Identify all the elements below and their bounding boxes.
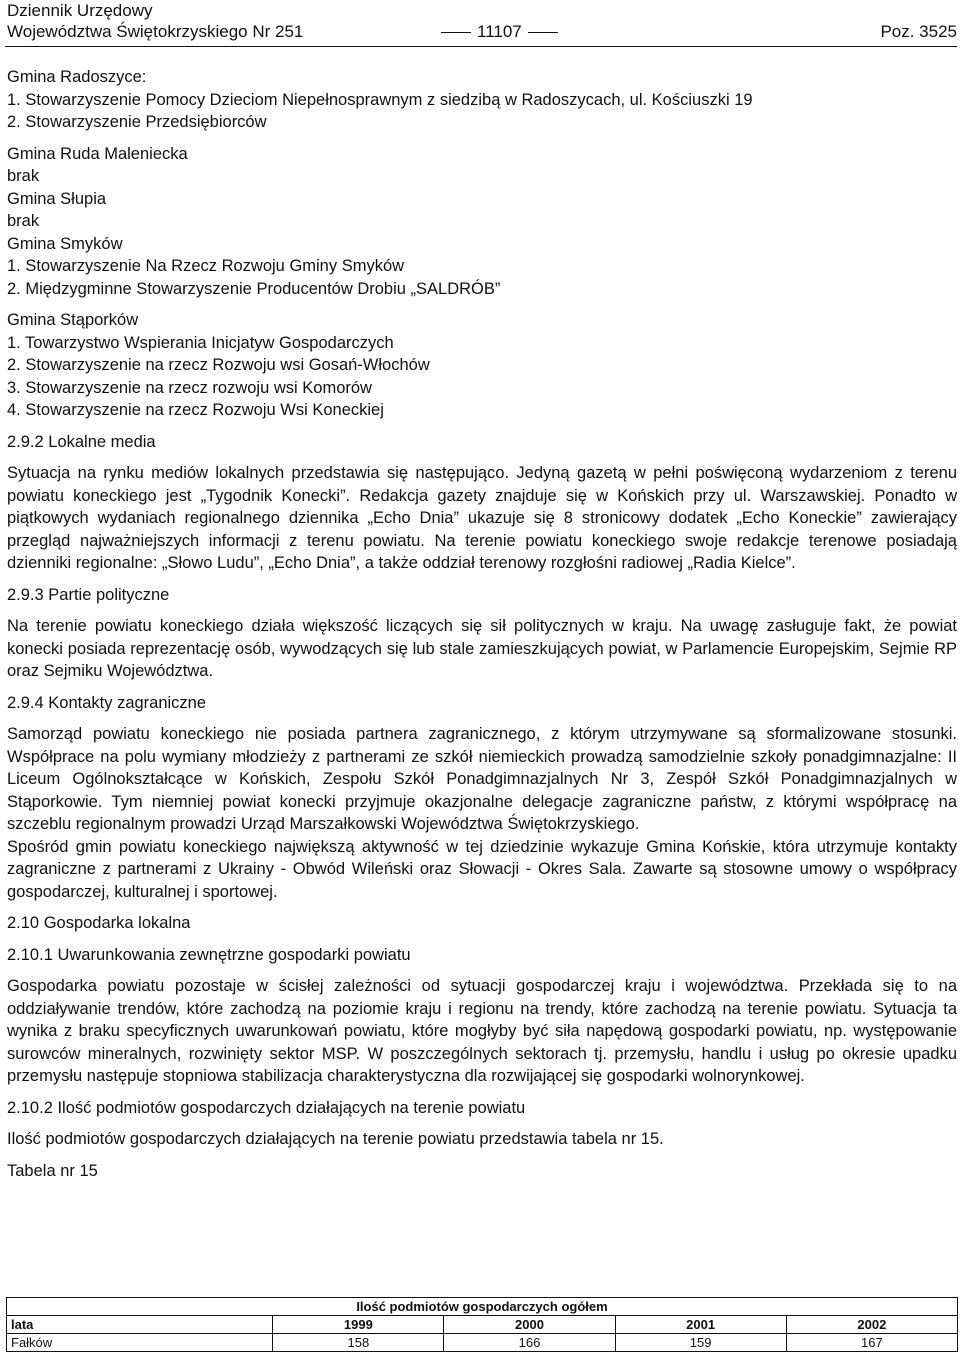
- section-heading-foreign: 2.9.4 Kontakty zagraniczne: [7, 693, 207, 712]
- header-rule: [5, 46, 957, 47]
- gmina-ruda-title: Gmina Ruda Maleniecka: [7, 144, 188, 163]
- gmina-slupia-title: Gmina Słupia: [7, 189, 107, 208]
- section-subheading-economy: 2.10.1 Uwarunkowania zewnętrzne gospodarki powiatu: [7, 945, 411, 964]
- column-header: 1999: [273, 1316, 444, 1334]
- gmina-slupia-value: brak: [7, 212, 40, 230]
- paragraph-media: Sytuacja na rynku mediów lokalnych przedstawia się następująco. Jedyną gazetą w pełni poświęconą wydarzeniom z terenu powiatu koneckiego jest „Tygodnik Konecki”. Redakcja gazety znajduje się w Końskich przy ul. Warszawskiej. Ponadto w piątkowych wydaniach regionalnego dziennika „Echo Dnia” ukazuje się 8 stronicowy dodatek „Echo Koneckie” zawierający przegląd najważniejszych informacji z terenu powiatu. Na terenie powiatu koneckiego swoje redakcje terenowe posiadają dzienniki regionalne: „Słowo Ludu”, „Echo Dnia”, a także oddział terenowy rozgłośni radiowej „Radia Kielce”.: [7, 464, 957, 572]
- position-number: Poz. 3525: [880, 22, 957, 41]
- table-cell: Fałków: [7, 1334, 273, 1352]
- gmina-staporkow-title: Gmina Stąporków: [7, 311, 139, 329]
- table-cell: 159: [615, 1334, 786, 1352]
- list-item: 2. Stowarzyszenie Przedsiębiorców: [7, 113, 267, 131]
- paragraph-foreign-2: Spośród gmin powiatu koneckiego największą aktywność w tej dziedzinie wykazuje Gmina Końskie, która utrzymuje kontakty zagraniczne z partnerami z Ukrainy - Obwód Wileński oraz Słowacji - Okres Sala. Zawarte są stosowne umowy o współpracy gospodarczej, kulturalnej i sportowej.: [7, 837, 957, 901]
- table-label: Tabela nr 15: [7, 1161, 98, 1180]
- list-item: 1. Stowarzyszenie Pomocy Dzieciom Niepełnosprawnym z siedzibą w Radoszycach, ul. Kościuszki 19: [7, 90, 753, 109]
- page-header: [7, 0, 957, 42]
- gmina-ruda-value: brak: [7, 167, 40, 185]
- table-row: [7, 1334, 958, 1352]
- table-title: Ilość podmiotów gospodarczych ogółem: [7, 1298, 958, 1316]
- voivodeship-issue: Województwa Świętokrzyskiego Nr 251: [7, 22, 304, 41]
- table-cell: 158: [273, 1334, 444, 1352]
- gmina-radoszyce-title: Gmina Radoszyce:: [7, 68, 147, 86]
- list-item: 2. Stowarzyszenie na rzecz Rozwoju wsi Gosań-Włochów: [7, 356, 430, 374]
- section-heading-entities: 2.10.2 Ilość podmiotów gospodarczych działających na terenie powiatu: [7, 1098, 526, 1117]
- section-heading-economy: 2.10 Gospodarka lokalna: [7, 914, 191, 932]
- paragraph-foreign-1: Samorząd powiatu koneckiego nie posiada partnera zagranicznego, z którym utrzymywane są sformalizowane stosunki. Współprace na polu wymiany młodzieży z partnerami ze szkół niemieckich prowadzą samodzielnie szkoły ponadgimnazjalne: II Liceum Ogólnokształcące w Końskich, Zespołu Szkół Ponadgimnazjalnych Nr 3, Zespół Szkół Ponadgimnazjalnych w Stąporkowie. Tym niemniej powiat konecki przyjmuje okazjonalne delegacje zagraniczne państw, z którymi współpracę na szczeblu regionalnym prowadzi Urząd Marszałkowski Województwa Świętokrzyskiego.: [7, 725, 957, 833]
- table-cell: 167: [786, 1334, 957, 1352]
- column-header: 2000: [444, 1316, 615, 1334]
- list-item: 3. Stowarzyszenie na rzecz rozwoju wsi Komorów: [7, 378, 372, 397]
- gmina-smykow-title: Gmina Smyków: [7, 234, 123, 253]
- table-header-row: [7, 1316, 958, 1334]
- list-item: 4. Stowarzyszenie na rzecz Rozwoju Wsi Koneckiej: [7, 401, 384, 419]
- document-body: [7, 66, 957, 1182]
- journal-title: Dziennik Urzędowy: [7, 1, 153, 20]
- entities-table: [6, 1297, 958, 1352]
- paragraph-parties: Na terenie powiatu koneckiego działa większość liczących się sił politycznych w kraju. Na uwagę zasługuje fakt, że powiat konecki posiada reprezentację osób, wywodzących się lub stale zamieszkujących powiat, w Parlamencie Europejskim, Sejmie RP oraz Sejmiku Województwa.: [7, 617, 957, 680]
- section-heading-media: 2.9.2 Lokalne media: [7, 432, 156, 451]
- page-number: 11107: [435, 21, 564, 42]
- paragraph-economy: Gospodarka powiatu pozostaje w ścisłej zależności od sytuacji gospodarczej kraju i województwa. Przekłada się to na oddziaływanie trendów, które zachodzą na poziomie kraju i regionu na trendy, które zachodzą na terenie powiatu. Sytuacja ta wynika z braku specyficznych uwarunkowań powiatu, które mogłyby być siła napędową gospodarki powiatu, np. występowanie surowców mineralnych, rozwinięty sektor MSP. W poszczególnych sektorach tj. przemysłu, handlu i usług po okresie upadku przemysłu następuje stopniowa stabilizacja charakterystyczna dla rozwijającej się gospodarki wolnorynkowej.: [7, 977, 957, 1085]
- column-header: lata: [7, 1316, 273, 1334]
- table-cell: 166: [444, 1334, 615, 1352]
- list-item: 1. Stowarzyszenie Na Rzecz Rozwoju Gminy Smyków: [7, 257, 405, 275]
- list-item: 1. Towarzystwo Wspierania Inicjatyw Gospodarczych: [7, 333, 394, 352]
- column-header: 2002: [786, 1316, 957, 1334]
- list-item: 2. Międzygminne Stowarzyszenie Producentów Drobiu „SALDRÓB”: [7, 279, 501, 298]
- column-header: 2001: [615, 1316, 786, 1334]
- paragraph-entities: Ilość podmiotów gospodarczych działających na terenie powiatu przedstawia tabela nr 15.: [7, 1130, 664, 1148]
- section-heading-parties: 2.9.3 Partie polityczne: [7, 585, 170, 604]
